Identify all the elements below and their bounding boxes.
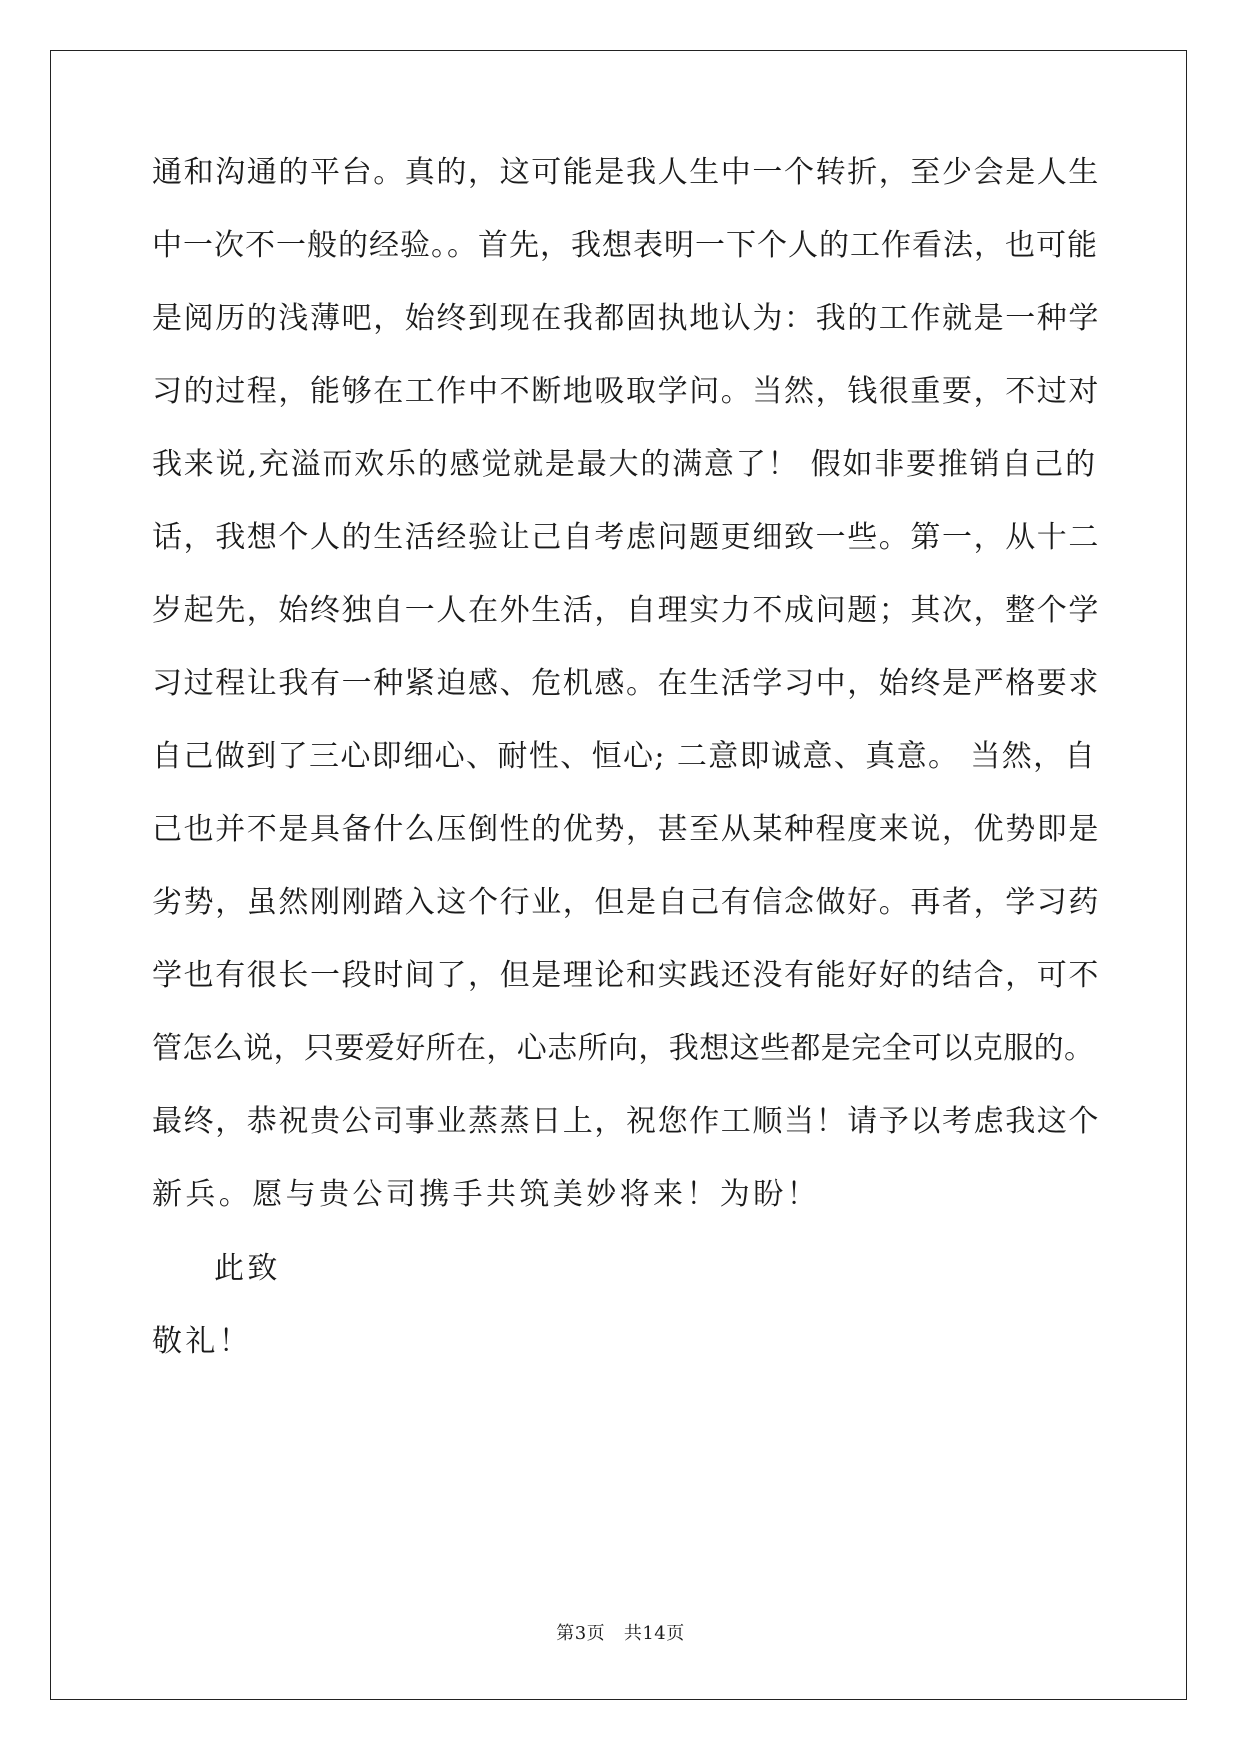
- closing-line: 此致: [214, 1251, 281, 1286]
- body-line: 己也并不是具备什么压倒性的优势，甚至从某种程度来说，优势即是: [152, 812, 1100, 847]
- body-line: 劣势，虽然刚刚踏入这个行业，但是自己有信念做好。再者，学习药: [152, 885, 1100, 920]
- body-line: 学也有很长一段时间了，但是理论和实践还没有能好好的结合，可不: [152, 958, 1100, 993]
- body-line: 管怎么说，只要爱好所在，心志所向，我想这些都是完全可以克服的。: [152, 1031, 1095, 1066]
- body-line: 我来说,充溢而欢乐的感觉就是最大的满意了！ 假如非要推销自己的: [152, 447, 1097, 482]
- body-line: 话，我想个人的生活经验让己自考虑问题更细致一些。第一，从十二: [152, 520, 1100, 555]
- salutation-line: 敬礼！: [152, 1324, 253, 1359]
- body-line: 习的过程，能够在工作中不断地吸取学问。当然，钱很重要，不过对: [152, 374, 1100, 409]
- body-line: 岁起先，始终独自一人在外生活，自理实力不成问题；其次，整个学: [152, 593, 1100, 628]
- body-line: 新兵。愿与贵公司携手共筑美妙将来！为盼！: [152, 1177, 820, 1212]
- body-line: 最终，恭祝贵公司事业蒸蒸日上，祝您作工顺当！请予以考虑我这个: [152, 1104, 1100, 1139]
- body-line: 自己做到了三心即细心、耐性、恒心; 二意即诚意、真意。 当然，自: [152, 739, 1096, 774]
- body-line: 中一次不一般的经验。。首先，我想表明一下个人的工作看法，也可能: [152, 228, 1098, 263]
- body-line: 习过程让我有一种紧迫感、危机感。在生活学习中，始终是严格要求: [152, 666, 1100, 701]
- body-line: 是阅历的浅薄吧，始终到现在我都固执地认为：我的工作就是一种学: [152, 301, 1100, 336]
- page-border: [50, 50, 1187, 1700]
- page-number-footer: 第3页 共14页: [556, 1623, 685, 1644]
- body-line: 通和沟通的平台。真的，这可能是我人生中一个转折，至少会是人生: [152, 155, 1100, 190]
